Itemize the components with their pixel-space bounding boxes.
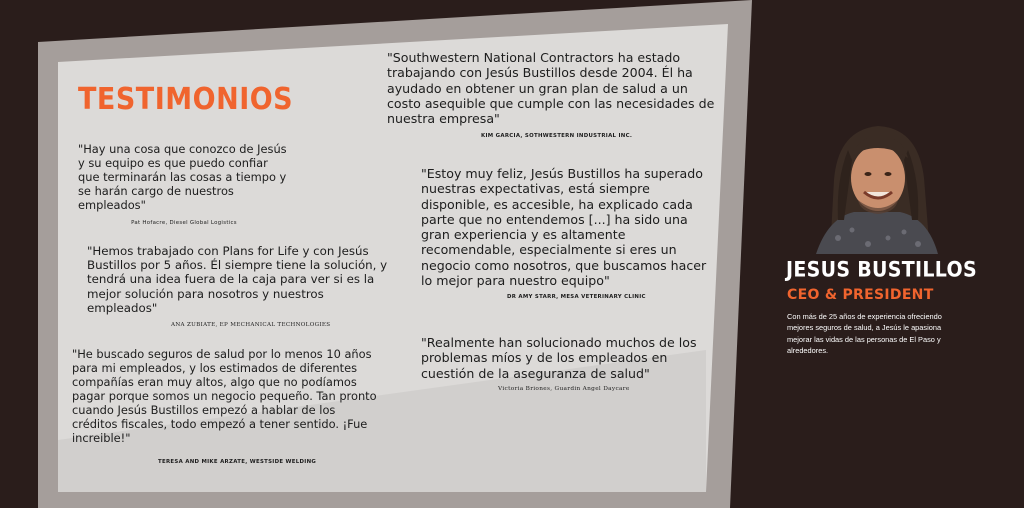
testimonial-card — [421, 335, 711, 392]
profile-role: CEO & PRESIDENT — [787, 287, 934, 303]
profile-name: JESUS BUSTILLOS — [786, 258, 977, 283]
profile-bio: Con más de 25 años de experiencia ofreciendo mejores seguros de salud, a Jesús le apasiona mejorar las vidas de las personas de El Paso y alrededores. — [787, 312, 942, 356]
testimonial-card — [387, 50, 717, 139]
testimonial-quote: "Estoy muy feliz, Jesús Bustillos ha superado nuestras expectativas, está siempre disponible, es accesible, ha explicado cada parte que no entendemos [...] ha sido una gran experiencia y es altamente recomendable, especialmente si eres un negocio como nosotros, que buscamos hacer lo mejor para nuestro equipo" — [421, 166, 707, 289]
testimonial-author: Victoria Briones, Guardin Angel Daycare — [498, 385, 630, 392]
testimonial-author: KIM GARCIA, SOTHWESTERN INDUSTRIAL INC. — [481, 133, 633, 140]
testimonial-quote: "Realmente han solucionado muchos de los problemas míos y de los empleados en cuestión de la aseguranza de salud" — [421, 335, 697, 381]
testimonial-card — [78, 142, 290, 226]
testimonial-quote: "Hay una cosa que conozco de Jesús y su equipo es que puedo confiar que terminarán las cosas a tiempo y se harán cargo de nuestros empleados" — [78, 142, 287, 212]
testimonial-quote: "Hemos trabajado con Plans for Life y con Jesús Bustillos por 5 años. Él siempre tiene la solución, y tendrá una idea fuera de la caja para ver si es la mejor solución para nosotros y nuestros empleados" — [87, 244, 388, 315]
page-title: TESTIMONIOS — [78, 82, 294, 117]
testimonial-author: TERESA AND MIKE ARZATE, WESTSIDE WELDING — [158, 459, 317, 465]
testimonial-author: Pat Hofacre, Diesel Global Logistics — [131, 220, 237, 226]
testimonial-card — [421, 166, 711, 300]
testimonial-author: DR AMY STARR, MESA VETERINARY CLINIC — [507, 294, 646, 301]
eye-left — [865, 172, 872, 176]
profile-photo — [808, 120, 944, 254]
testimonial-card — [72, 347, 380, 465]
testimonial-author: ANA ZUBIATE, EP MECHANICAL TECHNOLOGIES — [171, 322, 331, 329]
testimonial-quote: "He buscado seguros de salud por lo menos 10 años para mi empleados, y los estimados de diferentes compañías eran muy altos, algo que no podíamos pagar porque somos un negocio pequeño. Tan pronto cuando Jesús Bustillos empezó a hablar de los créditos fiscales, todo empezó a tener sentido. ¡Fue increible!" — [72, 347, 377, 445]
eye-right — [885, 172, 892, 176]
testimonial-card — [87, 244, 397, 328]
testimonial-quote: "Southwestern National Contractors ha estado trabajando con Jesús Bustillos desde 2004. Él ha ayudado en obtener un gran plan de salud a un costo asequible que cumple con las necesidades de nuestra empresa" — [387, 50, 715, 127]
